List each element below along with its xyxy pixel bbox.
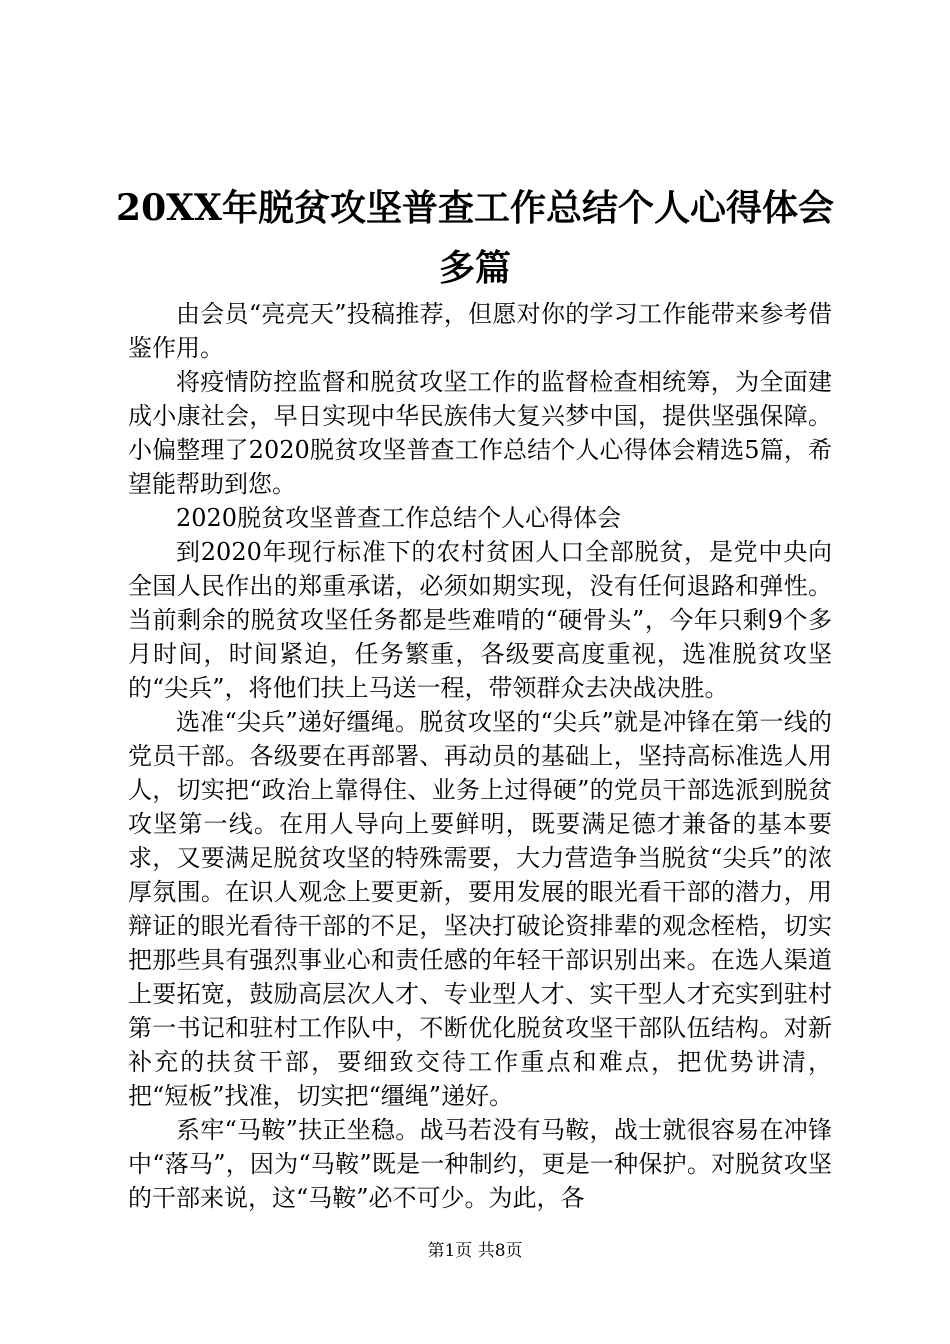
paragraph-summary: 将疫情防控监督和脱贫攻坚工作的监督检查相统筹，为全面建成小康社会，早日实现中华民族伟大复兴梦中国，提供坚强保障。小偏整理了2020脱贫攻坚普查工作总结个人心得体会精选5篇，希望能帮助到您。 <box>128 368 832 498</box>
paragraph: 系牢“马鞍”扶正坐稳。战马若没有马鞍，战士就很容易在冲锋中“落马”，因为“马鞍”既是一种制约，更是一种保护。对脱贫攻坚的干部来说，这“马鞍”必不可少。为此，各 <box>128 1116 832 1212</box>
section-heading: 2020脱贫攻坚普查工作总结个人心得体会 <box>176 504 622 532</box>
paragraph: 到2020年现行标准下的农村贫困人口全部脱贫，是党中央向全国人民作出的郑重承诺，必须如期实现，没有任何退路和弹性。当前剩余的脱贫攻坚任务都是些难啃的“硬骨头”，今年只剩9个多月时间，时间紧迫，任务繁重，各级要高度重视，选准脱贫攻坚的“尖兵”，将他们扶上马送一程，带领群众去决战决胜。 <box>128 538 832 702</box>
document-title-line1: 20XX年脱贫攻坚普查工作总结个人心得体会 <box>116 187 834 229</box>
paragraph: 选准“尖兵”递好缰绳。脱贫攻坚的“尖兵”就是冲锋在第一线的党员干部。各级要在再部署、再动员的基础上，坚持高标准选人用人，切实把“政治上靠得住、业务上过得硬”的党员干部选派到脱贫攻坚第一线。在用人导向上要鲜明，既要满足德才兼备的基本要求，又要满足脱贫攻坚的特殊需要，大力营造争当脱贫“尖兵”的浓厚氛围。在识人观念上要更新，要用发展的眼光看干部的潜力，用辩证的眼光看待干部的不足，坚决打破论资排辈的观念桎梏，切实把那些具有强烈事业心和责任感的年轻干部识别出来。在选人渠道上要拓宽，鼓励高层次人才、专业型人才、实干型人才充实到驻村第一书记和驻村工作队中，不断优化脱贫攻坚干部队伍结构。对新补充的扶贫干部，要细致交待工作重点和难点，把优势讲清，把“短板”找准，切实把“缰绳”递好。 <box>128 708 832 1110</box>
document-title-line2: 多篇 <box>438 247 511 289</box>
paragraph-intro: 由会员“亮亮天”投稿推荐，但愿对你的学习工作能带来参考借鉴作用。 <box>128 300 832 362</box>
document-body <box>128 297 832 1215</box>
page-number-footer: 第1页 共8页 <box>427 1241 523 1261</box>
